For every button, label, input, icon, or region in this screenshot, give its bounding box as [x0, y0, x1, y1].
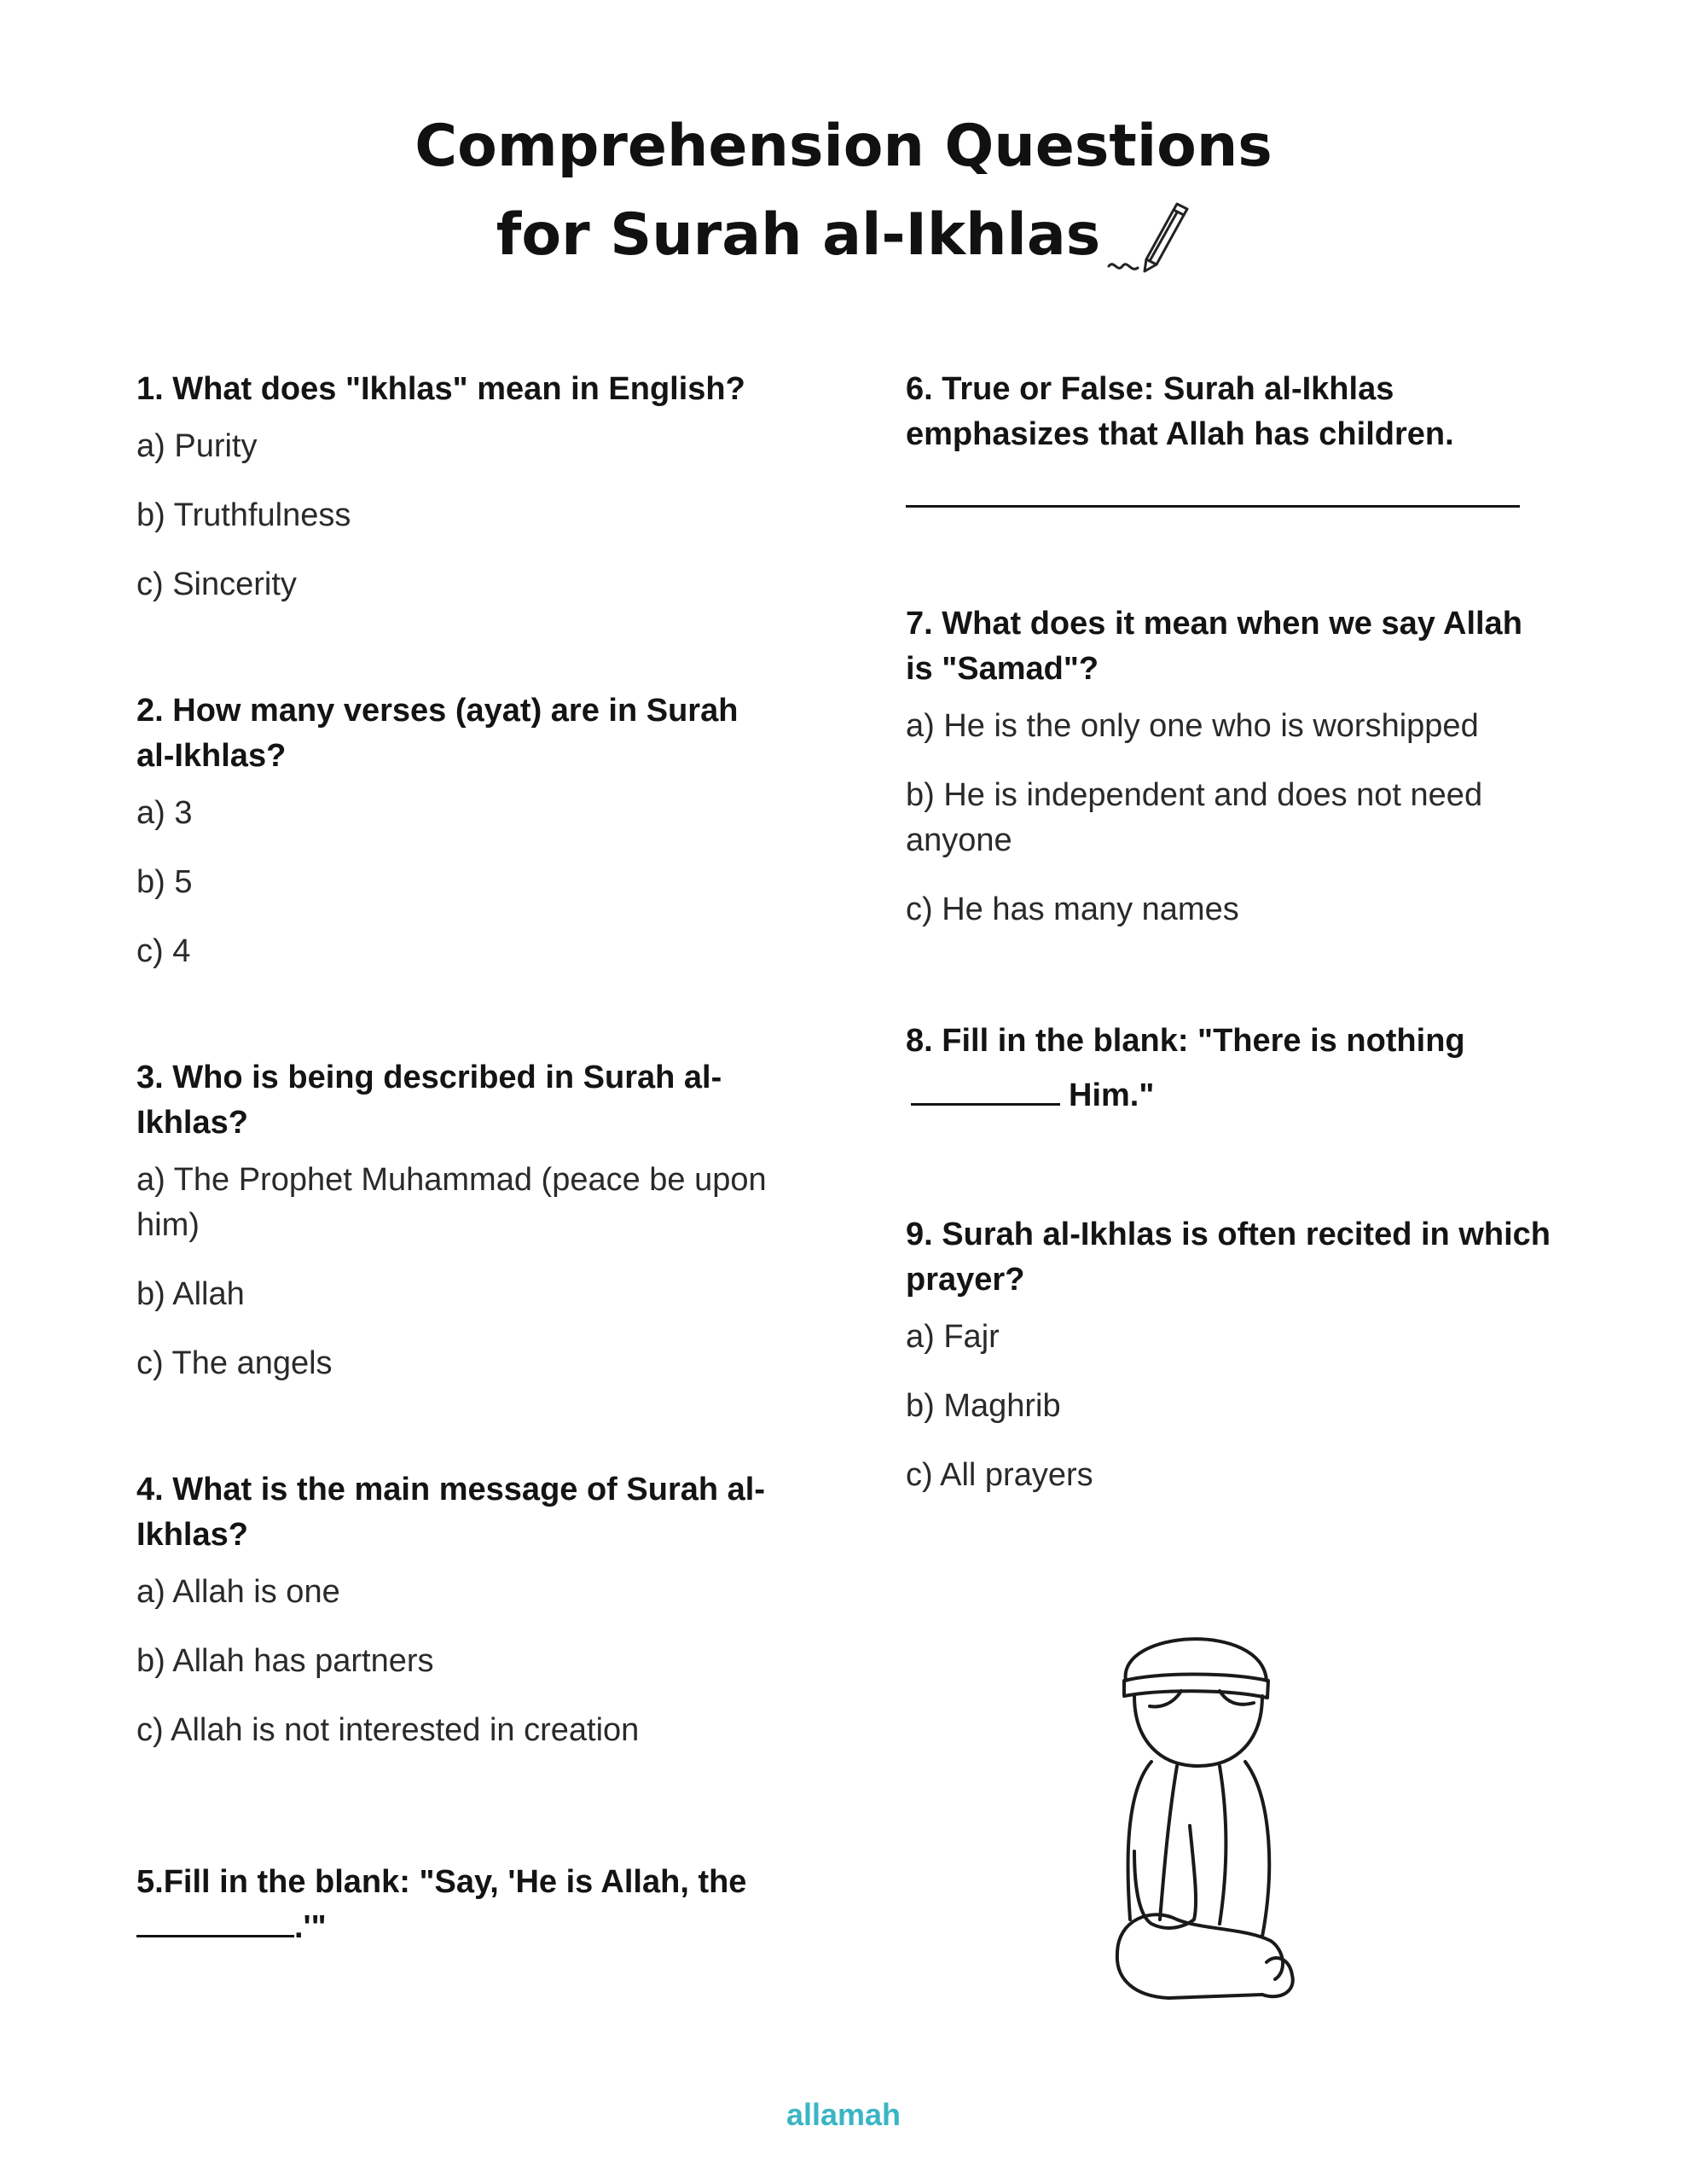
question-7 — [906, 601, 1554, 932]
question-3-option-c: c) The angels — [136, 1345, 333, 1381]
question-8-text: 8. Fill in the blank: "There is nothing Him." — [906, 1023, 1465, 1113]
title-line-1: Comprehension Questions — [415, 113, 1272, 180]
question-4 — [136, 1467, 785, 1753]
question-1-text: 1. What does "Ikhlas" mean in English? — [136, 371, 745, 407]
question-4-option-a: a) Allah is one — [136, 1574, 340, 1610]
pencil-icon — [1105, 200, 1191, 276]
question-5-text: 5.Fill in the blank: "Say, 'He is Allah, the .'" — [136, 1864, 747, 1945]
page-title — [0, 102, 1687, 280]
question-1-option-b: b) Truthfulness — [136, 497, 351, 533]
question-2 — [136, 688, 785, 974]
question-6 — [906, 367, 1554, 508]
question-9-option-b: b) Maghrib — [906, 1388, 1061, 1424]
answer-line[interactable] — [906, 505, 1520, 508]
right-column — [906, 367, 1554, 1579]
question-2-text: 2. How many verses (ayat) are in Surah al-Ikhlas? — [136, 693, 739, 774]
question-2-option-c: c) 4 — [136, 933, 191, 969]
question-3-option-b: b) Allah — [136, 1276, 245, 1312]
question-4-option-b: b) Allah has partners — [136, 1643, 434, 1679]
question-1-option-a: a) Purity — [136, 428, 258, 464]
left-column — [136, 367, 785, 2031]
question-5 — [136, 1860, 785, 1950]
question-7-option-a: a) He is the only one who is worshipped — [906, 708, 1479, 744]
question-7-option-b: b) He is independent and does not need anyone — [906, 777, 1483, 858]
question-9-text: 9. Surah al-Ikhlas is often recited in which prayer? — [906, 1217, 1551, 1298]
question-1-option-c: c) Sincerity — [136, 566, 297, 602]
question-3 — [136, 1055, 785, 1386]
question-7-option-c: c) He has many names — [906, 892, 1239, 927]
praying-child-illustration — [1100, 1612, 1305, 2013]
question-2-option-b: b) 5 — [136, 864, 193, 900]
question-4-text: 4. What is the main message of Surah al-Ikhlas? — [136, 1472, 765, 1553]
question-4-option-c: c) Allah is not interested in creation — [136, 1712, 640, 1748]
question-8 — [906, 1014, 1554, 1123]
question-7-text: 7. What does it mean when we say Allah is "Samad"? — [906, 606, 1522, 687]
question-1 — [136, 367, 785, 607]
brand-logo: allamah — [786, 2097, 901, 2132]
question-9 — [906, 1212, 1554, 1498]
title-line-2-text: for Surah al-Ikhlas — [496, 201, 1101, 269]
title-line-2 — [0, 191, 1687, 280]
question-9-option-a: a) Fajr — [906, 1319, 1000, 1355]
question-2-option-a: a) 3 — [136, 795, 193, 831]
fill-blank[interactable] — [136, 1934, 294, 1937]
question-9-option-c: c) All prayers — [906, 1457, 1093, 1493]
question-3-option-a: a) The Prophet Muhammad (peace be upon him) — [136, 1162, 767, 1243]
fill-blank[interactable] — [911, 1102, 1060, 1106]
question-6-text: 6. True or False: Surah al-Ikhlas emphasizes that Allah has children. — [906, 371, 1454, 452]
question-3-text: 3. Who is being described in Surah al-Ikhlas? — [136, 1060, 722, 1141]
